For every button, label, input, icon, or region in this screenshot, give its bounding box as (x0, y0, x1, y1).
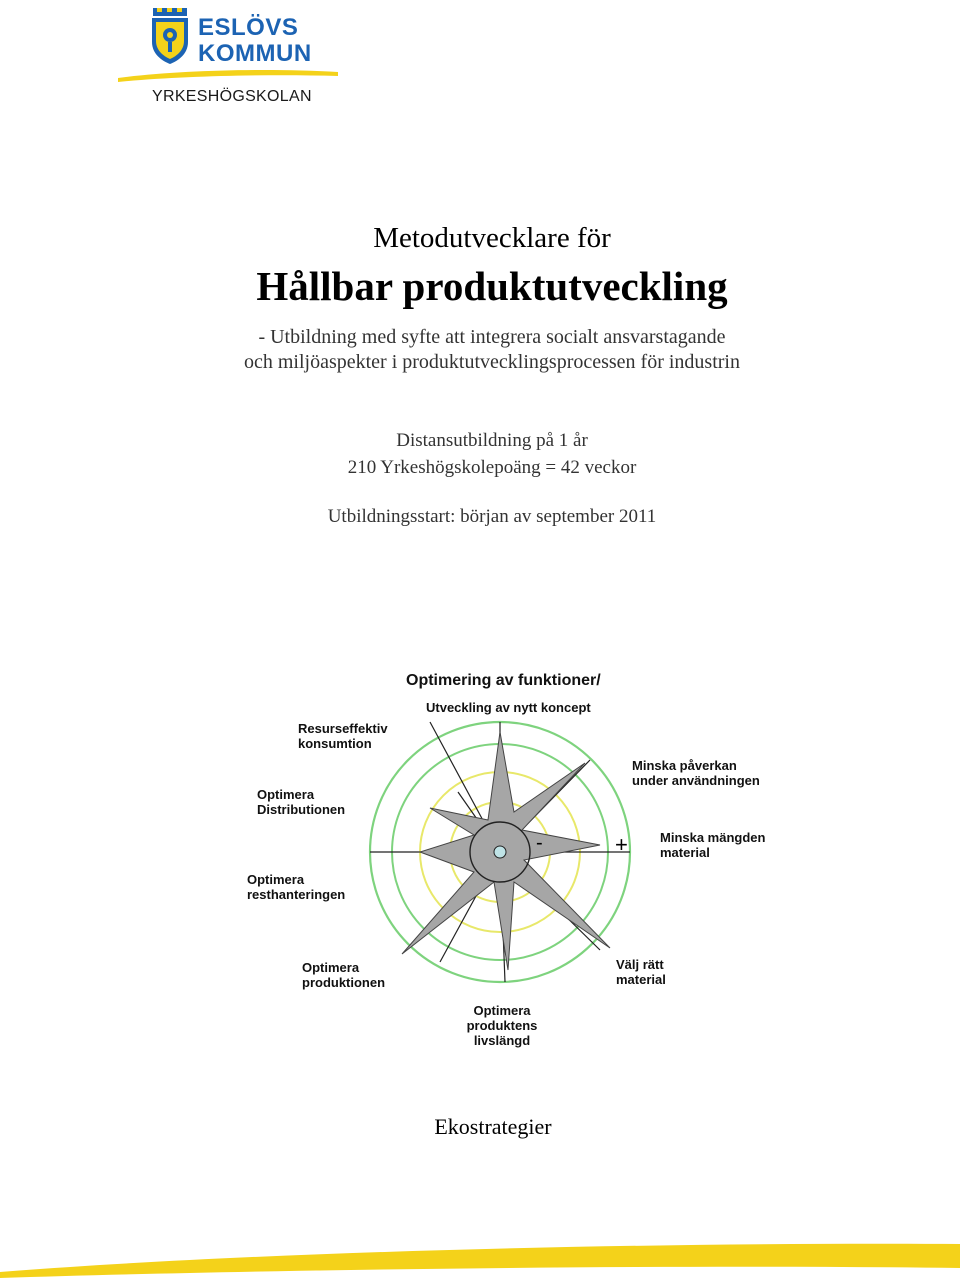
label-top: Optimering av funktioner/ (406, 672, 601, 689)
bottom-swoosh (0, 1238, 960, 1280)
subtitle-line-1: - Utbildning med syfte att integrera socialt ansvarstagande (258, 326, 726, 348)
label-resthantering: Optimera resthanteringen (247, 872, 346, 902)
subtitle-line-2: och miljöaspekter i produktutvecklingsprocessen för industrin (243, 351, 740, 373)
ekostrategier-diagram (0, 660, 960, 1060)
logo-line-2: KOMMUN (198, 40, 312, 67)
logo-subtitle: YRKESHÖGSKOLAN (152, 88, 312, 105)
strategy-wheel (0, 660, 960, 1060)
diagram-caption: Ekostrategier (434, 1114, 552, 1139)
label-livslangd: Optimera produktens livslängd (466, 1003, 538, 1048)
label-top-2: Utveckling av nytt koncept (426, 700, 591, 715)
logo-line-1: ESLÖVS (198, 14, 299, 41)
label-paverkan: Minska påverkan under användningen (632, 758, 760, 788)
label-produktion: Optimera produktionen (302, 960, 386, 990)
logo-swoosh (118, 66, 338, 84)
title-prefix: Metodutvecklare för (373, 222, 611, 254)
info-duration: Distansutbildning på 1 år (396, 430, 588, 451)
coat-of-arms-icon (150, 8, 190, 64)
info-start: Utbildningsstart: början av september 2011 (327, 506, 657, 527)
info-credits: 210 Yrkeshögskolepoäng = 42 veckor (347, 457, 637, 478)
label-material: Välj rätt material (616, 957, 666, 987)
center-dot (494, 846, 506, 858)
minus-sign: - (536, 832, 543, 854)
label-distribution: Optimera Distributionen (257, 787, 346, 817)
label-mangd: Minska mängden material (660, 830, 766, 860)
plus-sign: + (615, 832, 628, 857)
label-resurs: Resurseffektiv konsumtion (298, 721, 388, 751)
page-title: Hållbar produktutveckling (256, 263, 728, 309)
eslovs-logo (150, 8, 310, 70)
